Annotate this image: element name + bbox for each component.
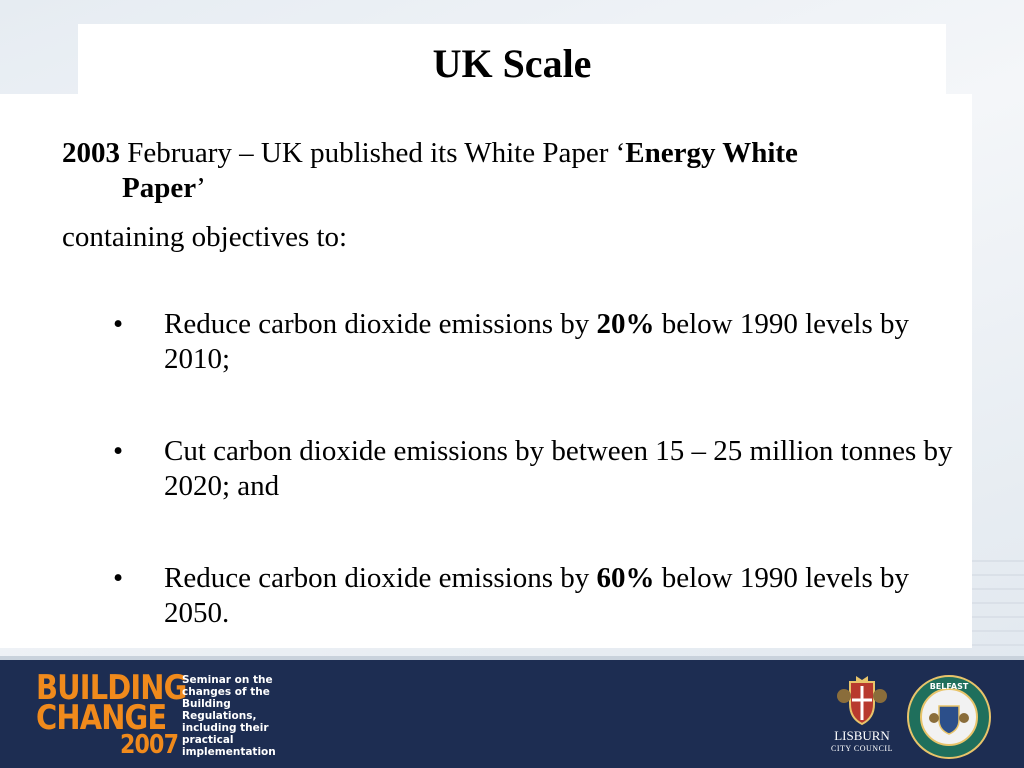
logo-line2: CHANGE bbox=[36, 698, 167, 738]
logo-year: 2007 bbox=[120, 730, 179, 760]
lisburn-council-logo bbox=[822, 674, 902, 760]
belfast-council-logo bbox=[906, 674, 992, 760]
intro-paragraph bbox=[62, 136, 962, 206]
belfast-name: BELFAST bbox=[929, 682, 969, 691]
lisburn-crest-icon bbox=[822, 674, 902, 730]
building-change-logo bbox=[36, 668, 187, 762]
bullet-dot: • bbox=[113, 435, 124, 467]
bullet-dot: • bbox=[113, 562, 124, 594]
bullet-text: Cut carbon dioxide emissions by between 15 – 25 million tonnes by 2020; and bbox=[164, 435, 953, 502]
lisburn-sub: CITY COUNCIL bbox=[831, 744, 893, 753]
bullet-text: Reduce carbon dioxide emissions by 20% below 1990 levels by 2010; bbox=[164, 308, 910, 375]
bullet-text: Reduce carbon dioxide emissions by 60% below 1990 levels by 2050. bbox=[164, 562, 910, 629]
lisburn-name: LISBURN bbox=[834, 728, 890, 743]
seminar-text: Seminar on the changes of the Building Regulations, including their practical implementation bbox=[182, 674, 276, 758]
intro-close-quote: ’ bbox=[196, 172, 206, 204]
logo-line1: BUILDING bbox=[36, 668, 187, 708]
bullet-dot: • bbox=[113, 308, 124, 340]
background-decoration bbox=[964, 560, 1024, 660]
intro-paper-title: Energy White bbox=[625, 137, 798, 169]
intro-text: February – UK published its White Paper ‘ bbox=[120, 137, 626, 169]
slide-title: UK Scale bbox=[432, 41, 592, 86]
intro-line2: containing objectives to: bbox=[62, 221, 348, 253]
intro-paper-title-cont: Paper bbox=[122, 172, 197, 204]
intro-year: 2003 bbox=[62, 137, 120, 169]
